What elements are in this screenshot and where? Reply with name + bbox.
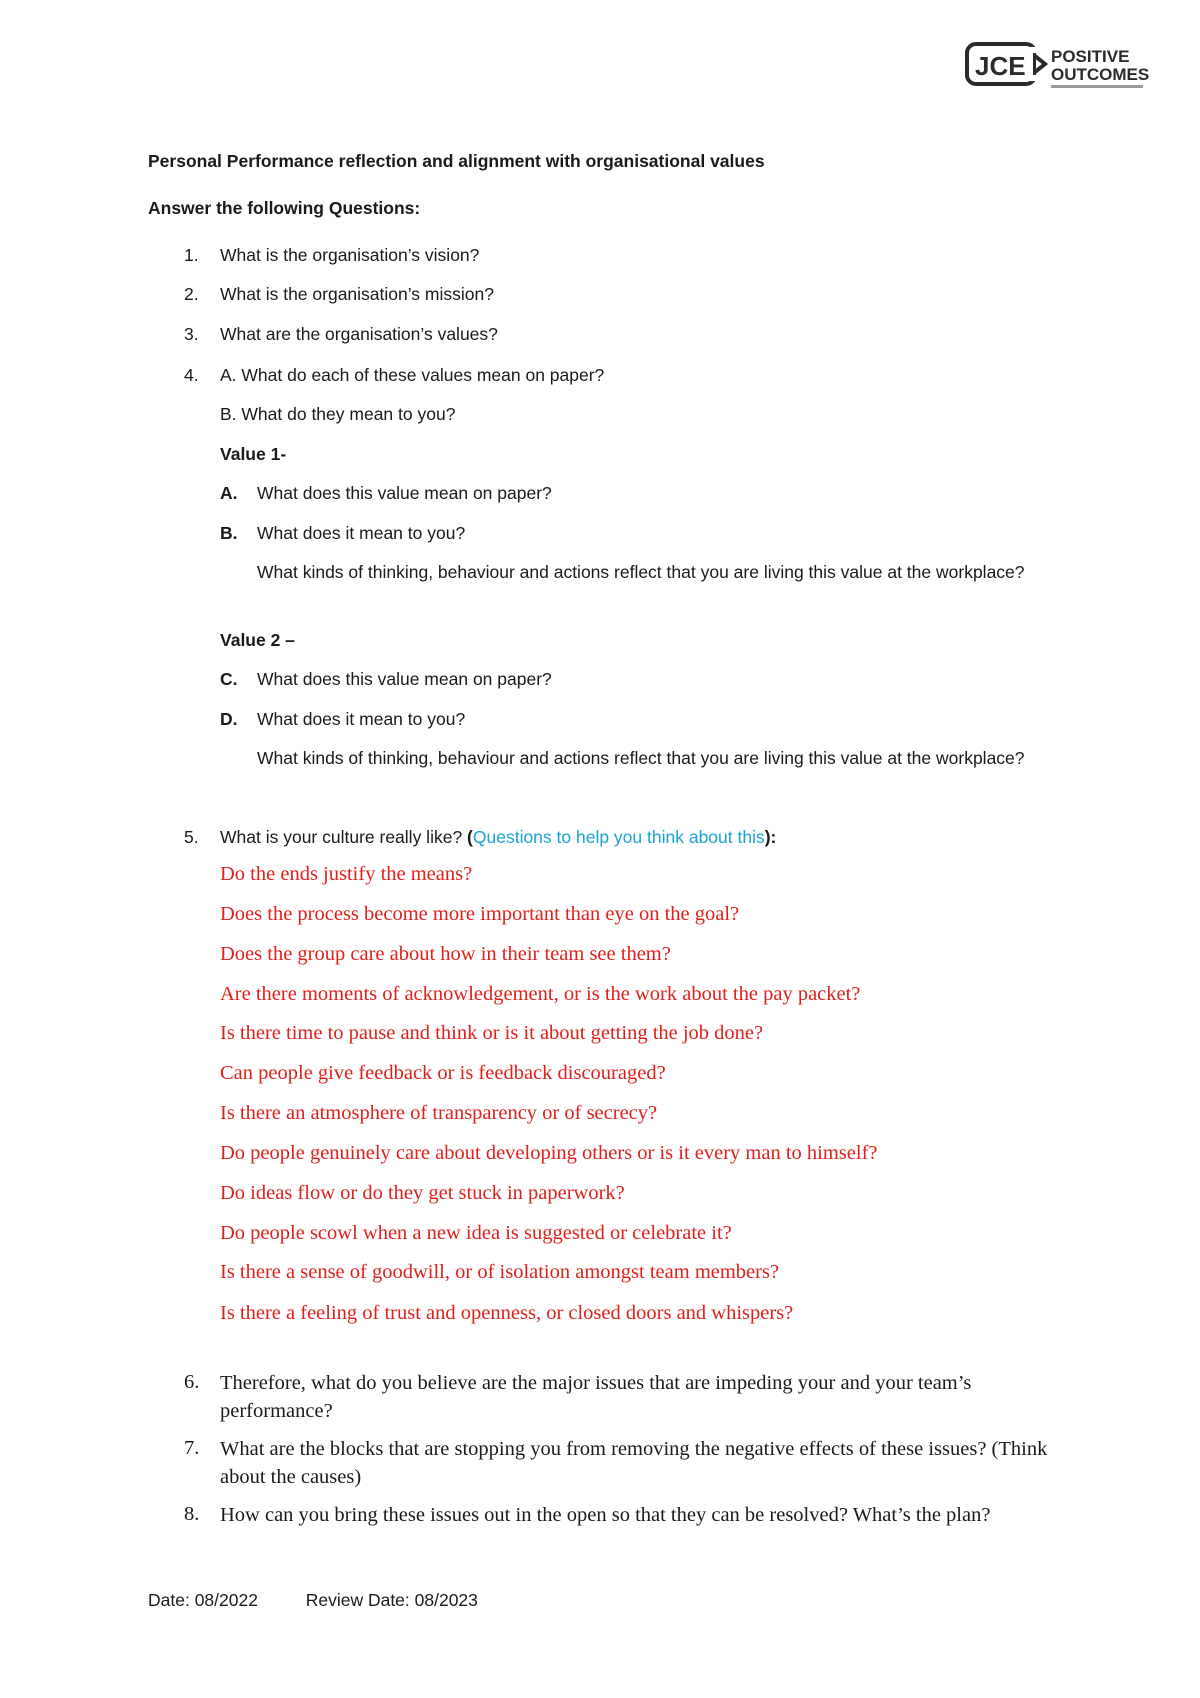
question-text: What is the organisation’s vision? <box>220 245 480 265</box>
reflection-question: What kinds of thinking, behaviour and actions reflect that you are living this value at the workplace? <box>257 748 1025 768</box>
question-4a <box>220 365 604 386</box>
logo-mark: JCE <box>975 51 1026 81</box>
list-letter: B. <box>220 523 238 543</box>
paren-open: ( <box>467 827 473 847</box>
question-text: What does this value mean on paper? <box>257 483 552 503</box>
value-2-heading: Value 2 – <box>220 630 295 650</box>
question-number: 2. <box>184 284 199 304</box>
question-4b <box>220 404 455 425</box>
culture-question: Do people scowl when a new idea is suggested or celebrate it? <box>220 1222 732 1244</box>
culture-question: Are there moments of acknowledgement, or is the work about the pay packet? <box>220 983 861 1005</box>
instructions-heading: Answer the following Questions: <box>148 198 421 218</box>
reflection-question: What kinds of thinking, behaviour and actions reflect that you are living this value at the workplace? <box>257 562 1025 582</box>
list-letter: C. <box>220 669 238 689</box>
issue-date: Date: 08/2022 <box>148 1590 258 1610</box>
culture-question: Can people give feedback or is feedback discouraged? <box>220 1062 666 1084</box>
question-number: 6. <box>184 1371 200 1393</box>
culture-question: Is there an atmosphere of transparency or of secrecy? <box>220 1102 658 1124</box>
question-text: What do they mean to you? <box>236 404 456 424</box>
question-number: 3. <box>184 324 199 344</box>
culture-question: Do ideas flow or do they get stuck in paperwork? <box>220 1182 625 1204</box>
question-text: How can you bring these issues out in the open so that they can be resolved? What’s the plan? <box>220 1504 991 1526</box>
question-text: What does it mean to you? <box>257 709 466 729</box>
culture-question: Does the process become more important than eye on the goal? <box>220 903 740 925</box>
culture-question: Do people genuinely care about developing others or is it every man to himself? <box>220 1142 878 1164</box>
question-text: What are the blocks that are stopping you from removing the negative effects of these issues? (Think about the causes) <box>220 1438 1048 1488</box>
question-5-line <box>220 827 776 848</box>
question-text: What does this value mean on paper? <box>257 669 552 689</box>
document-footer <box>148 1590 478 1611</box>
question-text: What are the organisation’s values? <box>220 324 498 344</box>
logo-line1: POSITIVE <box>1051 47 1130 66</box>
logo-graphic <box>965 40 1150 92</box>
company-logo <box>965 40 1150 92</box>
question-text: Therefore, what do you believe are the major issues that are impeding your and your team’s performance? <box>220 1372 972 1422</box>
question-text: What do each of these values mean on paper? <box>236 365 605 385</box>
letter-b: B. <box>220 404 237 424</box>
help-hint: Questions to help you think about this <box>472 827 765 847</box>
list-letter: A. <box>220 483 238 503</box>
question-number: 4. <box>184 365 199 385</box>
review-date: Review Date: 08/2023 <box>305 1590 478 1610</box>
culture-question: Is there time to pause and think or is it about getting the job done? <box>220 1022 764 1044</box>
letter-a: A. <box>220 365 237 385</box>
logo-line2: OUTCOMES <box>1051 65 1150 84</box>
document-title: Personal Performance reflection and alignment with organisational values <box>148 151 765 171</box>
culture-question: Do the ends justify the means? <box>220 863 473 885</box>
question-text: What does it mean to you? <box>257 523 466 543</box>
paren-close: ): <box>764 827 777 847</box>
question-number: 7. <box>184 1437 200 1459</box>
question-number: 1. <box>184 245 199 265</box>
question-number: 8. <box>184 1503 200 1525</box>
question-number: 5. <box>184 827 199 847</box>
value-1-heading: Value 1- <box>220 444 287 464</box>
culture-question: Is there a sense of goodwill, or of isolation amongst team members? <box>220 1261 780 1283</box>
culture-question: Does the group care about how in their team see them? <box>220 943 671 965</box>
list-letter: D. <box>220 709 238 729</box>
question-text: What is the organisation’s mission? <box>220 284 494 304</box>
question-text: What is your culture really like? <box>220 827 468 847</box>
culture-question: Is there a feeling of trust and openness, or closed doors and whispers? <box>220 1302 794 1324</box>
